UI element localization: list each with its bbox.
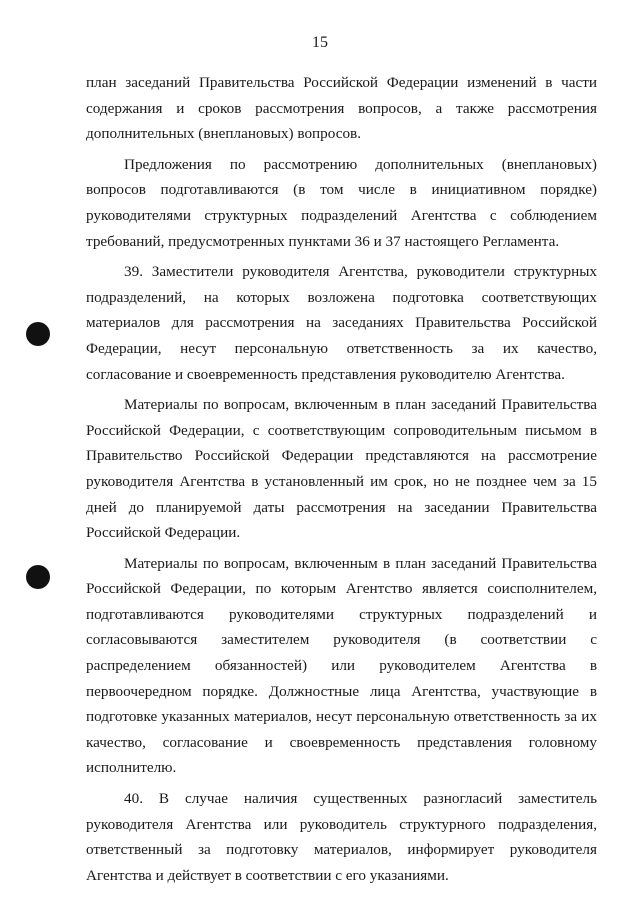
paragraph-proposals: Предложения по рассмотрению дополнительных (внеплановых) вопросов подготавливаются (в том числе в инициативном порядке) руководителями структурных подразделений Агентства с соблюдением требований, предусмотренных пунктами 36 и 37 настоящего Регламента. (86, 155, 597, 250)
page-number: 15 (312, 34, 328, 51)
paragraph-materials-submission: Материалы по вопросам, включенным в план заседаний Правительства Российской Федерации, с соответствующим сопроводительным письмом в Правительство Российской Федерации представляются на рассмотрение руководителя Агентства в установленный им срок, но не позднее чем за 15 дней до планируемой даты рассмотрения на заседании Правительства Российской Федерации. (86, 396, 597, 542)
paragraph-clause-39: 39. Заместители руководителя Агентства, руководители структурных подразделений, на которых возложена подготовка соответствующих материалов для рассмотрения на заседаниях Правительства Российской Федерации, несут персональную ответственность за их качество, согласование и своевременность представления руководителю Агентства. (86, 263, 597, 383)
paragraph-materials-coexecutor: Материалы по вопросам, включенным в план заседаний Правительства Российской Федерации, по которым Агентство является соисполнителем, подготавливаются руководителями структурных подразделений и согласовываются заместителем руководителя (в соответствии с распределением обязанностей) или руководителем Агентства в первоочередном порядке. Должностные лица Агентства, участвующие в подготовке указанных материалов, несут персональную ответственность за их качество, согласование и своевременность представления головному исполнителю. (86, 554, 597, 777)
paragraph-continuation: план заседаний Правительства Российской Федерации изменений в части содержания и сроков рассмотрения вопросов, а также рассмотрения дополнительных (внеплановых) вопросов. (86, 74, 597, 143)
paragraph-clause-40: 40. В случае наличия существенных разногласий заместитель руководителя Агентства или руководитель структурного подразделения, ответственный за подготовку материалов, информирует руководителя Агентства и действует в соответствии с его указаниями. (86, 790, 597, 884)
punch-hole-mark (26, 322, 50, 346)
document-body (86, 70, 597, 888)
punch-hole-mark (26, 565, 50, 589)
